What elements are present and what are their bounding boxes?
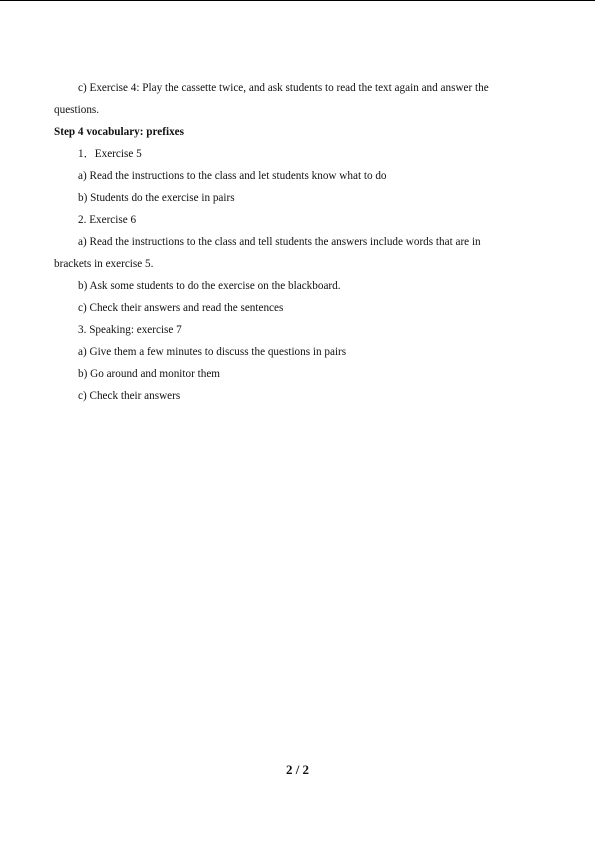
step-4-heading: Step 4 vocabulary: prefixes: [54, 126, 184, 138]
exercise-5-title: 1．Exercise 5: [78, 148, 142, 160]
exercise-6-item-a: a) Read the instructions to the class and tell students the answers include words that are in: [78, 236, 481, 248]
exercise-6-title: 2. Exercise 6: [78, 214, 137, 226]
exercise-5-item-b: b) Students do the exercise in pairs: [78, 192, 235, 204]
exercise-7-item-a: a) Give them a few minutes to discuss the questions in pairs: [78, 346, 347, 358]
exercise-6-item-a-continuation: brackets in exercise 5.: [54, 258, 154, 270]
exercise-6-item-c: c) Check their answers and read the sentences: [78, 302, 284, 314]
exercise-6-item-b: b) Ask some students to do the exercise on the blackboard.: [78, 280, 341, 292]
exercise-4-continuation: questions.: [54, 104, 100, 116]
exercise-5-item-a: a) Read the instructions to the class and let students know what to do: [78, 170, 387, 182]
exercise-7-item-b: b) Go around and monitor them: [78, 368, 220, 380]
page-number: 2 / 2: [285, 762, 310, 777]
exercise-7-item-c: c) Check their answers: [78, 390, 181, 402]
exercise-4-line: c) Exercise 4: Play the cassette twice, and ask students to read the text again and answer the: [78, 82, 489, 94]
page-top-border: [0, 0, 595, 1]
exercise-7-title: 3. Speaking: exercise 7: [78, 324, 182, 336]
document-body: [54, 77, 544, 407]
